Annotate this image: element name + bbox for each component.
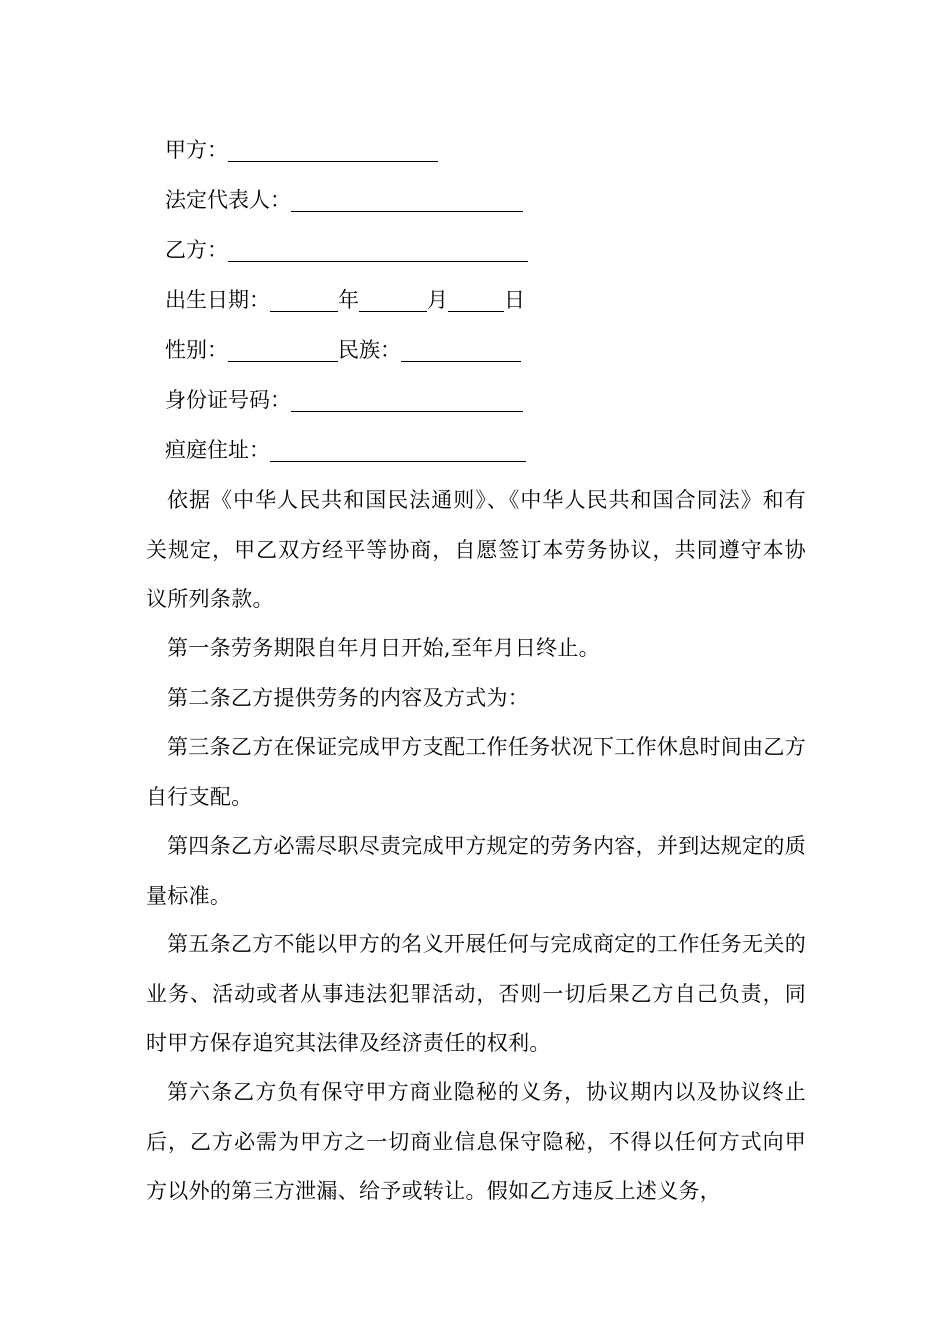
id-label: 身份证号码： [165,388,291,412]
clause-6: 第六条乙方负有保守甲方商业隐秘的义务，协议期内以及协议终止后，乙方必需为甲方之一切商业信息保守隐秘，不得以任何方式向甲方以外的第三方泄漏、给予或转让。假如乙方违反上述义务， [146,1080,806,1203]
year-label: 年 [338,288,359,312]
day-label: 日 [504,288,525,312]
intro-paragraph: 依据《中华人民共和国民法通则》、《中华人民共和国合同法》和有关规定，甲乙双方经平等协商，自愿签订本劳务协议，共同遵守本协议所列条款。 [146,488,806,611]
party-b-field [165,235,528,265]
dob-month-blank[interactable] [359,287,427,312]
clause-4: 第四条乙方必需尽职尽责完成甲方规定的劳务内容，并到达规定的质量标准。 [146,834,806,908]
gender-blank[interactable] [228,337,338,362]
party-a-label: 甲方： [165,138,228,162]
party-b-blank[interactable] [228,237,528,262]
party-a-blank[interactable] [228,137,438,162]
gender-ethnicity-field [165,335,521,365]
party-a-field [165,135,438,165]
clause-2: 第二条乙方提供劳务的内容及方式为： [167,686,530,710]
ethnicity-label: 民族： [338,338,401,362]
legal-rep-label: 法定代表人： [165,188,291,212]
clause-1: 第一条劳务期限自年月日开始,至年月日终止。 [167,636,600,660]
address-label: 疸庭住址： [165,438,270,462]
party-b-label: 乙方： [165,238,228,262]
dob-label: 出生日期： [165,288,270,312]
address-blank[interactable] [270,437,526,462]
gender-label: 性别： [165,338,228,362]
id-blank[interactable] [291,387,523,412]
clause-5: 第五条乙方不能以甲方的名义开展任何与完成商定的工作任务无关的业务、活动或者从事违法犯罪活动，否则一切后果乙方自己负责，同时甲方保存追究其法律及经济责任的权利。 [146,932,806,1055]
ethnicity-blank[interactable] [401,337,521,362]
legal-rep-field [165,185,523,215]
legal-rep-blank[interactable] [291,187,523,212]
month-label: 月 [427,288,448,312]
clause-3: 第三条乙方在保证完成甲方支配工作任务状况下工作休息时间由乙方自行支配。 [146,735,806,809]
id-number-field [165,385,523,415]
address-field [165,435,526,465]
dob-field [165,285,525,315]
dob-year-blank[interactable] [270,287,338,312]
dob-day-blank[interactable] [448,287,504,312]
